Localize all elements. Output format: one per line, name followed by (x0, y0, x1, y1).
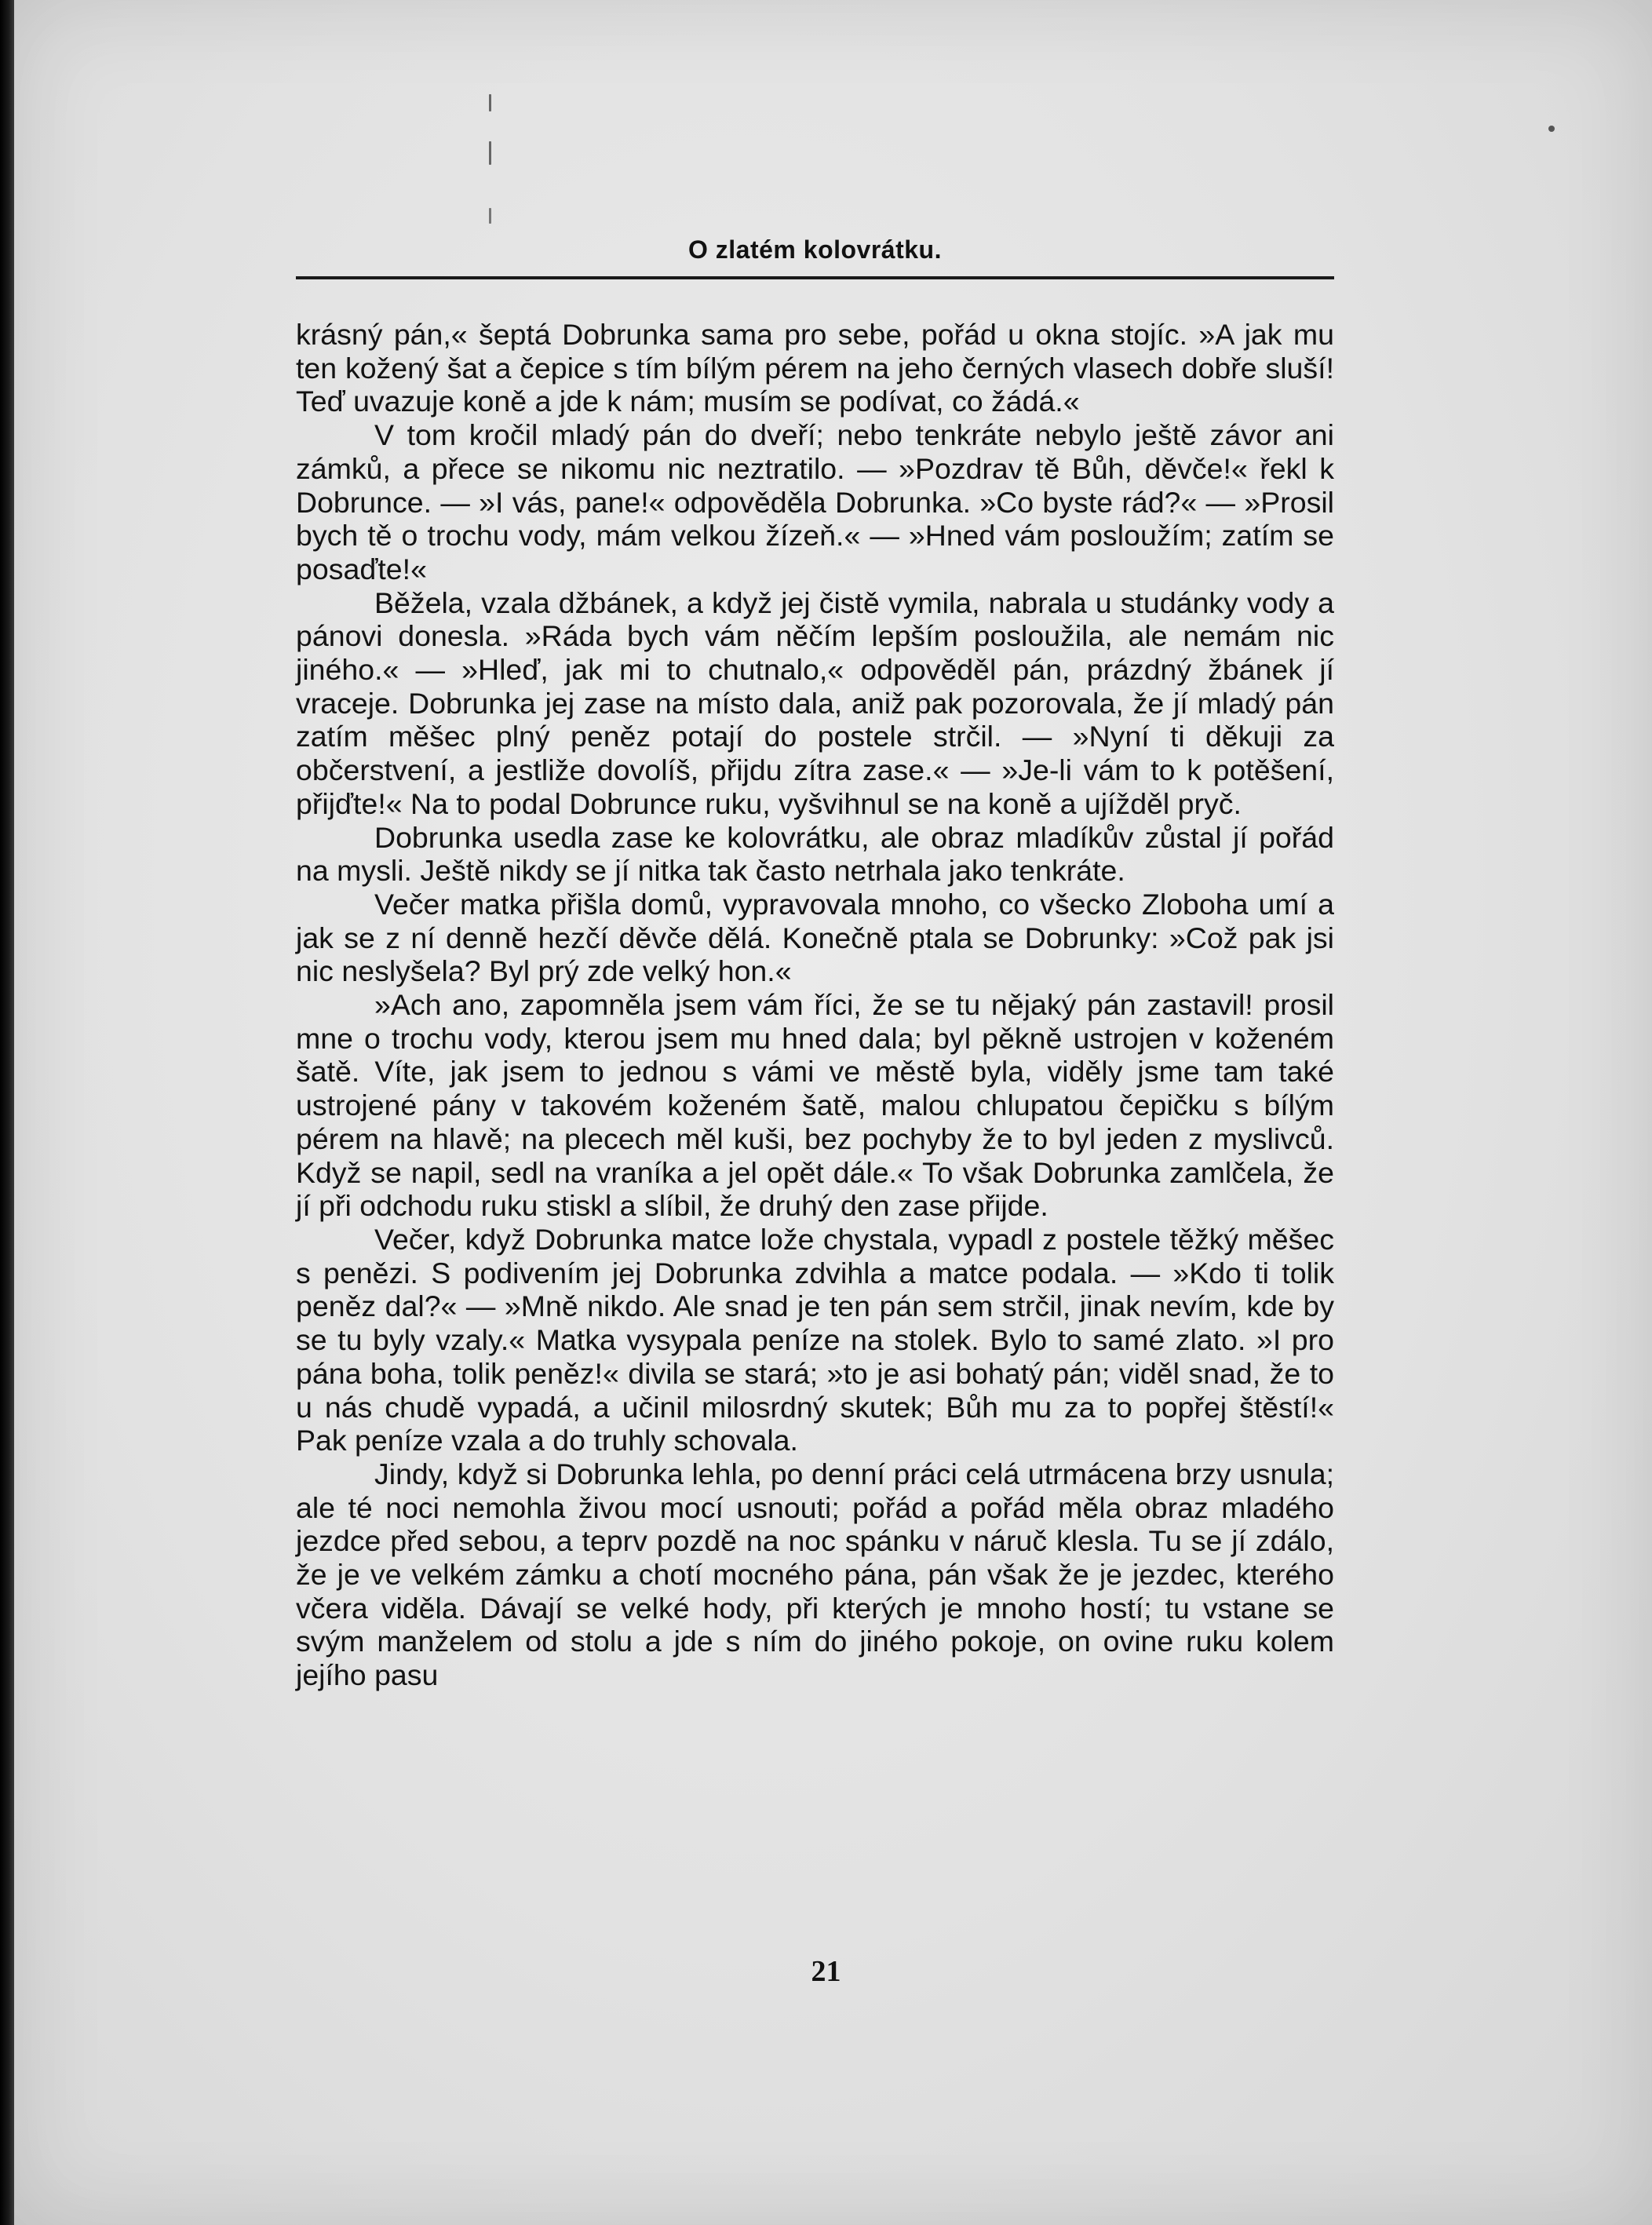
paragraph: »Ach ano, zapomněla jsem vám říci, že se tu nějaký pán zastavil! prosil mne o trochu vody, kterou jsem mu hned dala; byl pěkně ustrojen v koženém šatě. Víte, jak jsem to jednou s vámi ve městě byla, viděly jsme tam také ustrojené pány v takovém koženém šatě, malou chlupatou čepičku s bílým pérem na hlavě; na plecech měl kuši, bez pochyby že to byl jeden z myslivců. Když se napil, sedl na vraníka a jel opět dále.« To však Dobrunka zamlčela, že jí při odchodu ruku stiskl a slíbil, že druhý den zase přijde. (296, 988, 1334, 1223)
dust-speck (489, 208, 491, 224)
paragraph: Dobrunka usedla zase ke kolovrátku, ale obraz mladíkův zůstal jí pořád na mysli. Ještě nikdy se jí nitka tak často netrhala jako tenkráte. (296, 820, 1334, 888)
paragraph: Večer, když Dobrunka matce lože chystala, vypadl z postele těžký měšec s penězi. S podivením jej Dobrunka zdvihla a matce podala. — »Kdo ti tolik peněz dal?« — »Mně nikdo. Ale snad je ten pán sem strčil, jinak nevím, kde by se tu byly vzaly.« Matka vysypala peníze na stolek. Bylo to samé zlato. »I pro pána boha, tolik peněz!« divila se stará; »to je asi bohatý pán; viděl snad, že to u nás chudě vypadá, a učinil milosrdný skutek; Bůh mu za to popřej štěstí!« Pak peníze vzala a do truhly schovala. (296, 1222, 1334, 1457)
paragraph: Večer matka přišla domů, vypravovala mnoho, co všecko Zloboha umí a jak se z ní denně hezčí děvče dělá. Konečně ptala se Dobrunky: »Což pak jsi nic neslyšela? Byl prý zde velký hon.« (296, 887, 1334, 988)
page-number: 21 (811, 1955, 841, 1988)
body-text (296, 318, 1334, 1692)
paragraph: Běžela, vzala džbánek, a když jej čistě vymila, nabrala u studánky vody a pánovi donesla. »Ráda bych vám něčím lepším posloužila, ale nemám nic jiného.« — »Hleď, jak mi to chutnalo,« odpověděl pán, prázdný žbánek jí vraceje. Dobrunka jej zase na místo dala, aniž pak pozorovala, že jí mladý pán zatím měšec plný peněz potají do postele strčil. — »Nyní ti děkuji za občerstvení, a jestliže dovolíš, přijdu zítra zase.« — »Je-li vám to k potěšení, přijďte!« Na to podal Dobrunce ruku, vyšvihnul se na koně a ujížděl pryč. (296, 585, 1334, 820)
dust-speck (489, 94, 491, 111)
running-title: O zlatém kolovrátku. (688, 235, 942, 264)
running-header (296, 228, 1334, 283)
dust-speck (1548, 126, 1555, 132)
header-rule (296, 276, 1334, 279)
page-left-edge-shadow (0, 0, 14, 2225)
dust-speck (489, 141, 491, 165)
paragraph: krásný pán,« šeptá Dobrunka sama pro sebe, pořád u okna stojíc. »A jak mu ten kožený šat a čepice s tím bílým pérem na jeho černých vlasech dobře sluší! Teď uvazuje koně a jde k nám; musím se podívat, co žádá.« (296, 318, 1334, 418)
paragraph: V tom kročil mladý pán do dveří; nebo tenkráte nebylo ještě závor ani zámků, a přece se nikomu nic neztratilo. — »Pozdrav tě Bůh, děvče!« řekl k Dobrunce. — »I vás, pane!« odpověděla Dobrunka. »Co byste rád?« — »Prosil bych tě o trochu vody, mám velkou žízeň.« — »Hned vám posloužím; zatím se posaďte!« (296, 418, 1334, 585)
paragraph: Jindy, když si Dobrunka lehla, po denní práci celá utrmácena brzy usnula; ale té noci nemohla živou mocí usnouti; pořád a pořád měla obraz mladého jezdce před sebou, a teprv pozdě na noc spánku v náruč klesla. Tu se jí zdálo, že je ve velkém zámku a chotí mocného pána, pán však že je jezdec, kterého včera viděla. Dávají se velké hody, při kterých je mnoho hostí; tu vstane se svým manželem od stolu a jde s ním do jiného pokoje, on ovine ruku kolem jejího pasu (296, 1457, 1334, 1692)
